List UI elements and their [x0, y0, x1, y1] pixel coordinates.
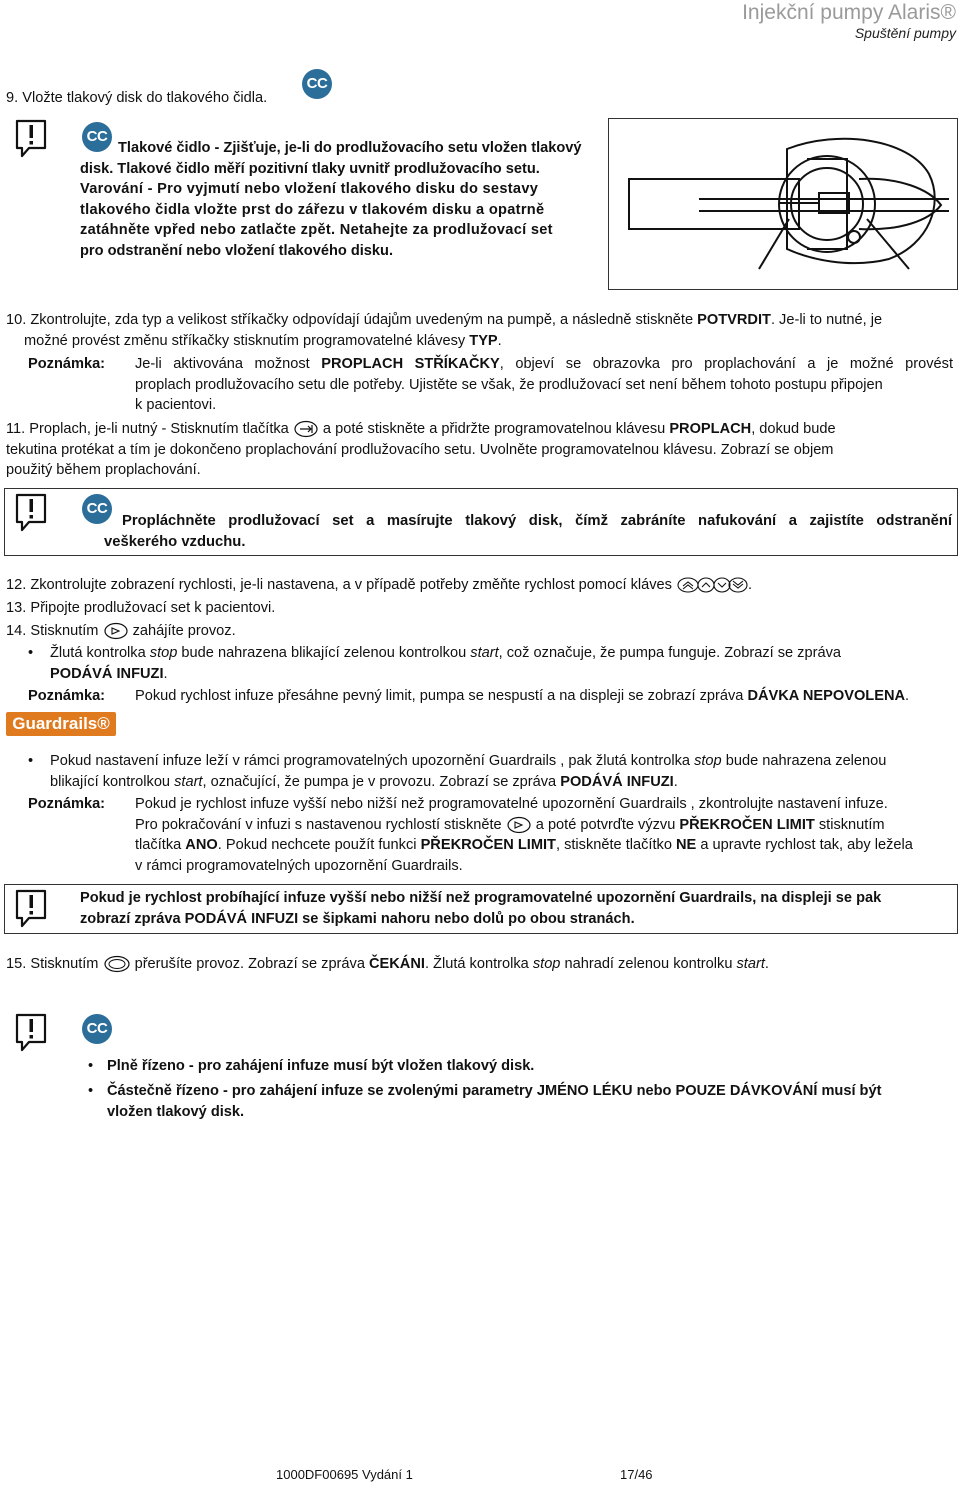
warning-exclamation-icon — [14, 492, 48, 534]
fully-managed-text: Plně řízeno - pro zahájení infuze musí být vložen tlakový disk. — [107, 1058, 535, 1074]
bullet-dot: • — [28, 753, 34, 769]
section-subtitle: Spuštění pumpy — [854, 25, 956, 41]
footer-document-id: 1000DF00695 Vydání 1 — [276, 1467, 413, 1482]
step-14: 14. Stisknutím zahájíte provoz. — [6, 623, 236, 639]
document-title: Injekční pumpy Alaris® — [742, 1, 956, 24]
bullet-dot: • — [88, 1083, 94, 1099]
note-limit-text: Pokud rychlost infuze přesáhne pevný limit, pumpa se nespustí a na displeji se zobrazí zpráva DÁVKA NEPOVOLENA. — [135, 688, 910, 704]
option-key-icon — [293, 420, 319, 438]
note-label: Poznámka: — [28, 796, 106, 812]
warning-exclamation-icon — [14, 888, 48, 930]
warning-exclamation-icon — [14, 1012, 48, 1054]
step-11: 11. Proplach, je-li nutný - Stisknutím tlačítka a poté stiskněte a přidržte programovatelnou klávesu PROPLACH, dokud bude tekutina protékat a tím je dokončeno proplachování prodlužovacího setu. Uvolněte programovatelnou klávesu. Zobrazí se objem použitý během proplachování. — [6, 421, 836, 478]
pause-key-icon — [103, 955, 131, 973]
bullet-dot: • — [88, 1058, 94, 1074]
cc-badge-icon: CC — [302, 69, 332, 99]
bullet-guardrails: Pokud nastavení infuze leží v rámci programovatelných upozornění Guardrails , pak žlutá kontrolka stop bude nahrazena zelenou blikající kontrolkou start, označující, že pumpa je v provozu. Zobrazí se zpráva PODÁVÁ INFUZI. — [50, 753, 887, 790]
bullet-dot: • — [28, 645, 34, 661]
warning-exclamation-icon — [14, 118, 48, 160]
partially-managed-text: Částečně řízeno - pro zahájení infuze se zvolenými parametry JMÉNO LÉKU nebo POUZE DÁVKOVÁNÍ musí být vložen tlakový disk. — [107, 1083, 882, 1120]
step-15: 15. Stisknutím přerušíte provoz. Zobrazí se zpráva ČEKÁNI. Žlutá kontrolka stop nahradí zelenou kontrolku start. — [6, 956, 769, 972]
step-12: 12. Zkontrolujte zobrazení rychlosti, je-li nastavena, a v případě potřeby změňte rychlost pomocí kláves . — [6, 577, 753, 593]
note-label: Poznámka: — [28, 688, 106, 704]
step-10: 10. Zkontrolujte, zda typ a velikost stříkačky odpovídají údajům uvedeným na pumpě, a následně stiskněte POTVRDIT. Je-li to nutné, je možné provést změnu stříkačky stisknutím programovatelné klávesy TYP. — [6, 312, 883, 349]
pressure-disc-drawing — [609, 119, 957, 289]
flush-warning-text: Propláchněte prodlužovací set a masírujte tlakový disk, čímž zabráníte nafukování a zajistíte odstranění veškerého vzduchu. — [104, 513, 952, 550]
run-key-icon — [506, 816, 532, 834]
pressure-disc-illustration — [608, 118, 958, 290]
guardrails-logo: Guardrails® — [6, 712, 116, 736]
cc-badge-icon: CC — [82, 122, 112, 152]
step-13: 13. Připojte prodlužovací set k pacientovi. — [6, 600, 276, 616]
bullet-start-running: Žlutá kontrolka stop bude nahrazena blikající zelenou kontrolkou start, což označuje, že pumpa funguje. Zobrazí se zpráva PODÁVÁ INFUZI. — [50, 645, 841, 682]
guardrails-warning-text: Pokud je rychlost probíhající infuze vyšší nebo nižší než programovatelné upozornění Guardrails, na displeji se pak zobrazí zpráva PODÁVÁ INFUZI se šipkami nahoru nebo dolů po obou stranách. — [80, 890, 882, 927]
step-9: 9. Vložte tlakový disk do tlakového čidla. — [6, 90, 268, 106]
pressure-sensor-warning: Tlakové čidlo - Zjišťuje, je-li do prodlužovacího setu vložen tlakový disk. Tlakové čidlo měří pozitivní tlaky uvnitř prodlužovacího setu. Varování - Pro vyjmutí nebo vložení tlakového disku do sestavy tlakového čidla vložte prst do zářezu v tlakovém disku a opatrně zatáhněte vpřed nebo zatlačte zpět. Netahejte za prodlužovací set pro odstranění nebo vložení tlakového disku. — [80, 140, 582, 259]
note-guardrails-text: Pokud je rychlost infuze vyšší nebo nižší než programovatelné upozornění Guardrails , zkontrolujte nastavení infuze. Pro pokračování v infuzi s nastavenou rychlostí stiskněte a poté potvrďte výzvu PŘEKROČEN LIMIT stisknutím tlačítka ANO. Pokud nechcete použít funkci PŘEKROČEN LIMIT, stiskněte tlačítko NE a upravte rychlost tak, aby ležela v rámci programovatelných upozornění Guardrails. — [135, 796, 913, 874]
note-flush-text: Je-li aktivována možnost PROPLACH STŘÍKAČKY, objeví se obrazovka pro proplachování a je možné provést proplach prodlužovacího setu dle potřeby. Ujistěte se však, že prodlužovací set není během tohoto postupu připojen k pacientovi. — [135, 356, 953, 413]
footer-page-number: 17/46 — [620, 1467, 653, 1482]
note-label: Poznámka: — [28, 356, 106, 372]
cc-badge-icon: CC — [82, 1014, 112, 1044]
cc-badge-icon: CC — [82, 494, 112, 524]
run-key-icon — [103, 622, 129, 640]
rate-arrow-keys-icon — [676, 576, 748, 594]
